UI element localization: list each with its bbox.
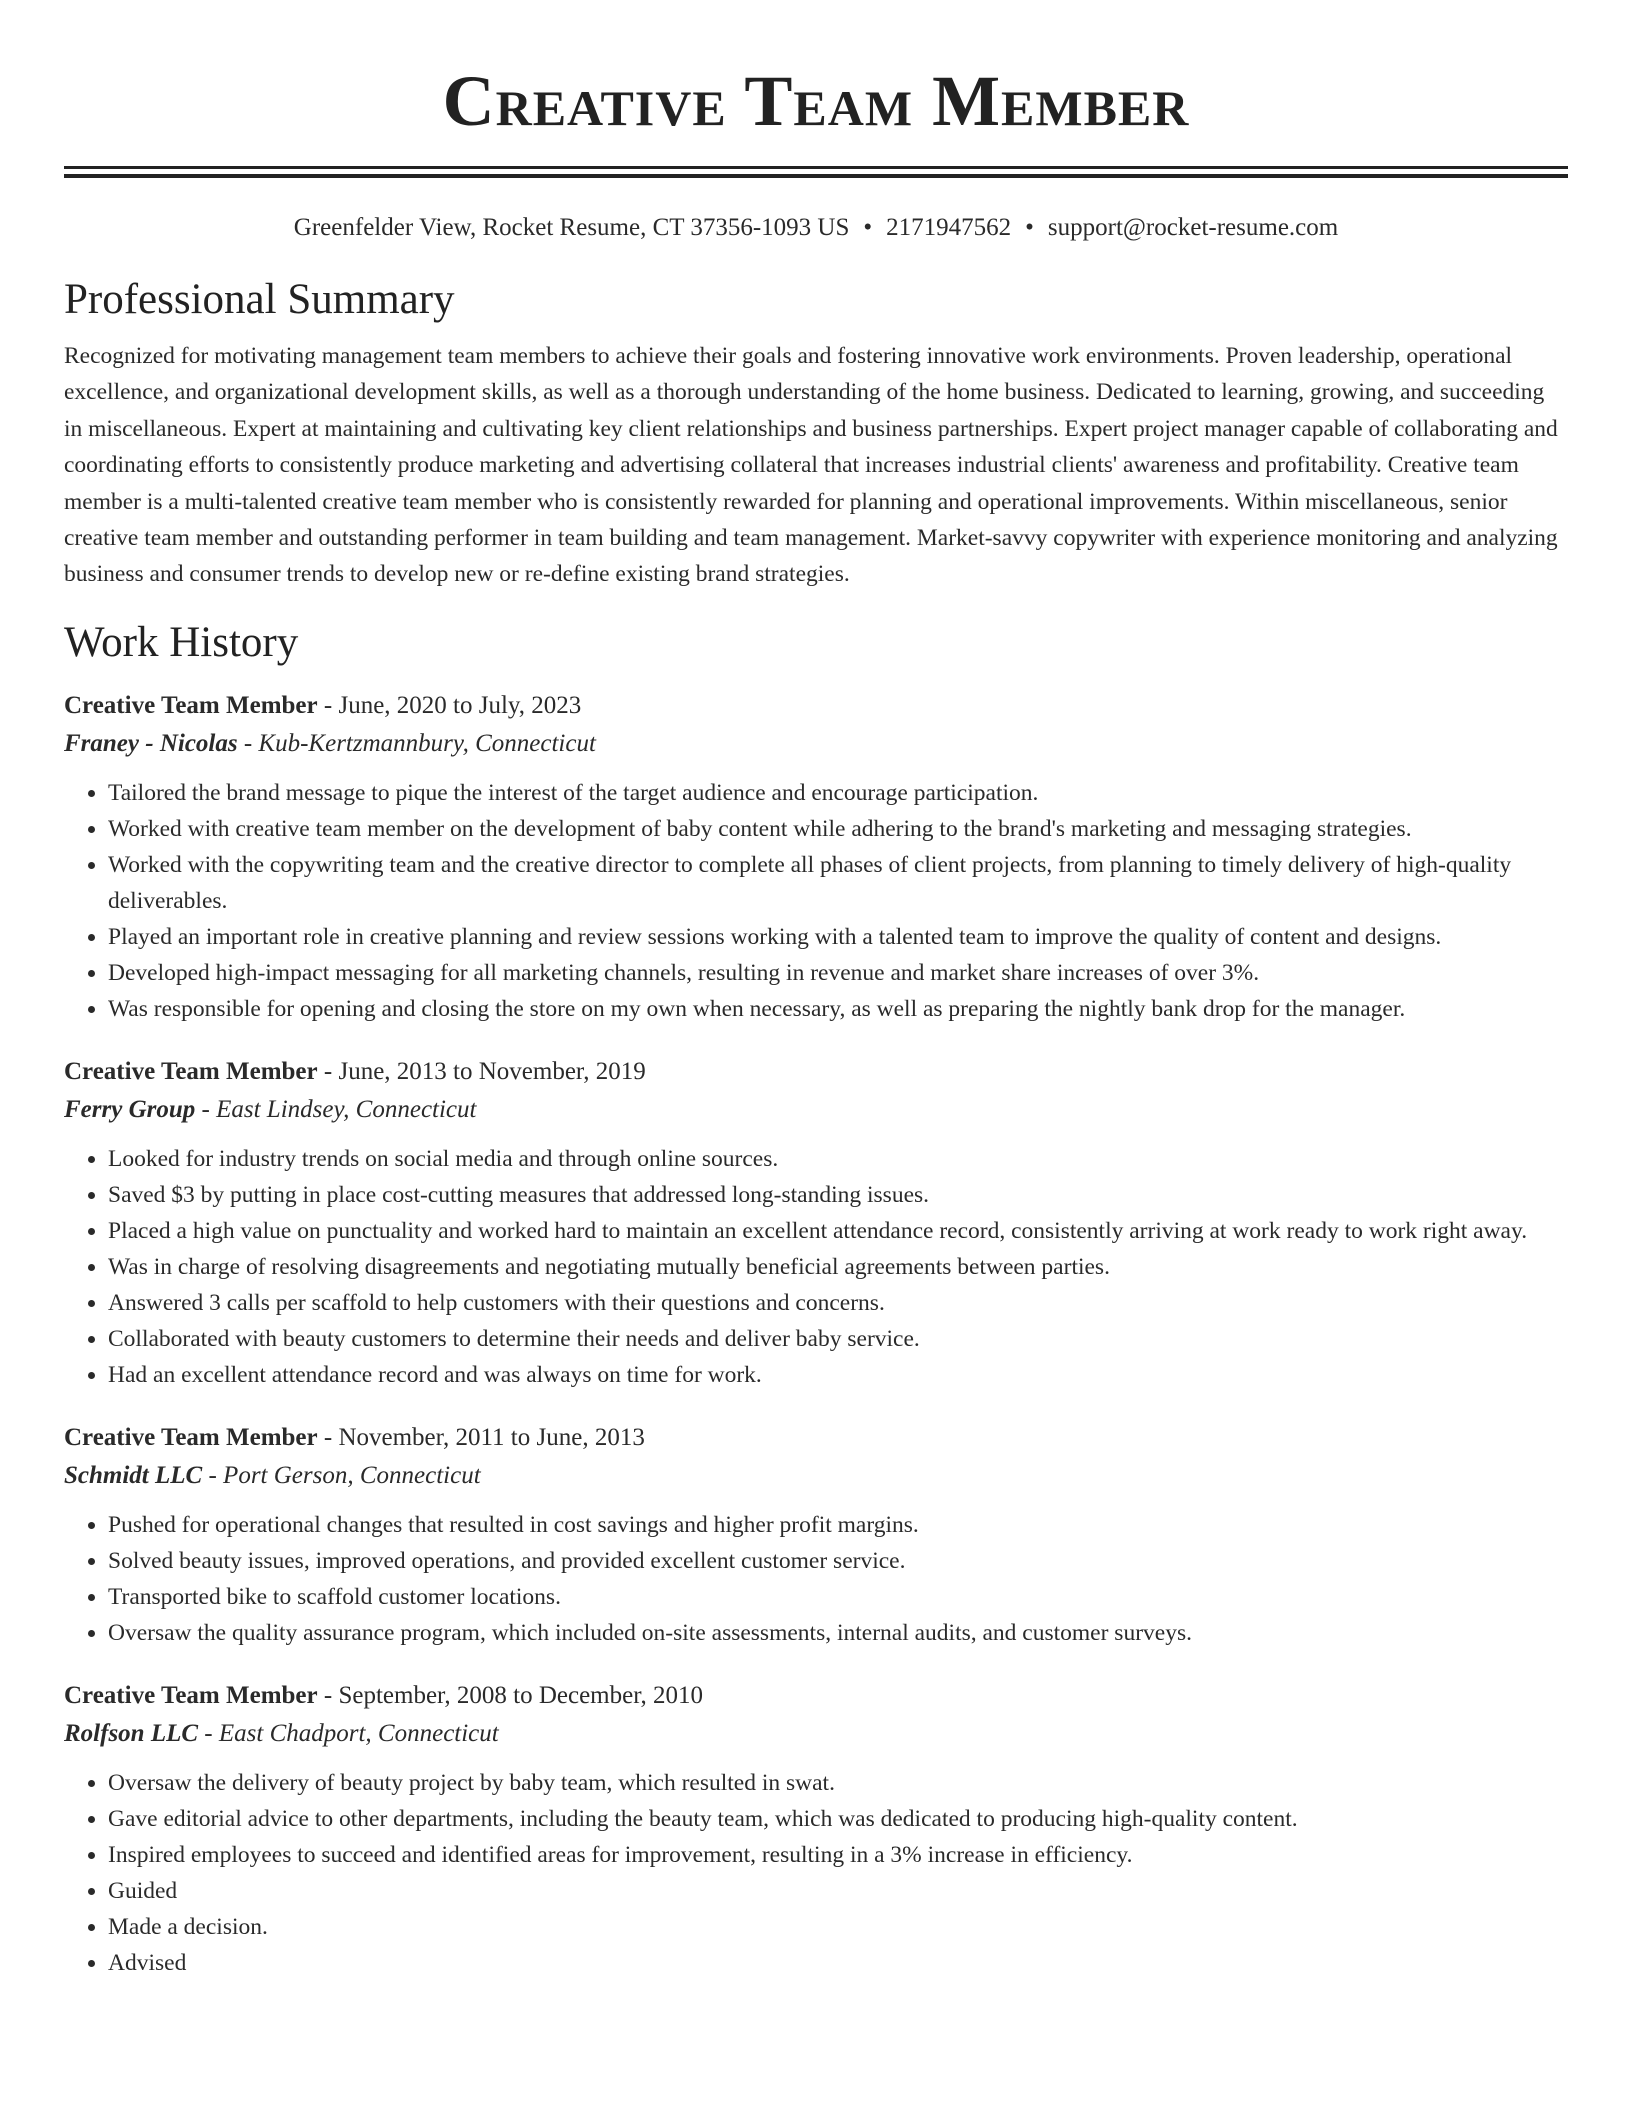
- job-company: Schmidt LLC: [64, 1461, 203, 1489]
- summary-heading: Professional Summary: [64, 276, 455, 323]
- job-bullets: [64, 1141, 1568, 1393]
- job-company: Rolfson LLC: [64, 1719, 199, 1747]
- contact-separator: •: [863, 214, 873, 241]
- job-bullet: • Pushed for operational changes that resulted in cost savings and higher profit margins.: [108, 1507, 1568, 1543]
- job-bullet: • Placed a high value on punctuality and worked hard to maintain an excellent attendance record, consistently arriving at work ready to work right away.: [108, 1213, 1568, 1249]
- job-title-line: [64, 1053, 1568, 1091]
- work-history-heading: Work History: [64, 618, 299, 666]
- job-bullet: • Was in charge of resolving disagreements and negotiating mutually beneficial agreements between parties.: [108, 1249, 1568, 1285]
- work-history-list: [64, 687, 1568, 1981]
- job-bullet: • Looked for industry trends on social media and through online sources.: [108, 1141, 1568, 1177]
- job-location: - East Chadport, Connecticut: [198, 1719, 499, 1747]
- job-bullet: • Saved $3 by putting in place cost-cutting measures that addressed long-standing issues.: [108, 1177, 1568, 1213]
- job-dates: - November, 2011 to June, 2013: [317, 1423, 645, 1451]
- job-bullet: • Guided: [108, 1873, 1568, 1909]
- job-entry: [64, 1677, 1568, 1981]
- job-bullet: • Solved beauty issues, improved operations, and provided excellent customer service.: [108, 1543, 1568, 1579]
- job-company-line: [64, 1091, 1568, 1129]
- job-company-line: [64, 1715, 1568, 1753]
- job-bullet: • Played an important role in creative planning and review sessions working with a talented team to improve the quality of content and designs.: [108, 919, 1568, 955]
- job-bullet: • Gave editorial advice to other departments, including the beauty team, which was dedicated to producing high-quality content.: [108, 1801, 1568, 1837]
- job-bullet: • Had an excellent attendance record and was always on time for work.: [108, 1357, 1568, 1393]
- job-company-line: [64, 725, 1568, 763]
- header-double-rule: [64, 166, 1568, 178]
- job-bullet: • Was responsible for opening and closing the store on my own when necessary, as well as preparing the nightly bank drop for the manager.: [108, 991, 1568, 1027]
- job-bullet: • Worked with creative team member on the development of baby content while adhering to the brand's marketing and messaging strategies.: [108, 811, 1568, 847]
- job-company: Franey - Nicolas: [64, 729, 238, 757]
- job-bullet: • Made a decision.: [108, 1909, 1568, 1945]
- job-title: Creative Team Member: [64, 1681, 318, 1709]
- job-title-line: [64, 1419, 1568, 1457]
- job-location: - Port Gerson, Connecticut: [202, 1461, 481, 1489]
- job-entry: [64, 1419, 1568, 1651]
- contact-phone: 2171947562: [886, 214, 1012, 241]
- job-dates: - June, 2013 to November, 2019: [317, 1057, 646, 1085]
- job-location: - Kub-Kertzmannbury, Connecticut: [237, 729, 596, 757]
- contact-separator: •: [1025, 214, 1034, 241]
- job-company-line: [64, 1457, 1568, 1495]
- job-bullets: [64, 1765, 1568, 1981]
- job-entry: [64, 687, 1568, 1027]
- job-title-line: [64, 687, 1568, 725]
- job-bullets: [64, 1507, 1568, 1651]
- job-bullet: • Collaborated with beauty customers to determine their needs and deliver baby service.: [108, 1321, 1568, 1357]
- job-company: Ferry Group: [64, 1095, 196, 1123]
- contact-email: support@rocket-resume.com: [1047, 214, 1339, 241]
- job-bullet: • Inspired employees to succeed and identified areas for improvement, resulting in a 3% increase in efficiency.: [108, 1837, 1568, 1873]
- job-dates: - June, 2020 to July, 2023: [317, 691, 582, 719]
- job-title: Creative Team Member: [64, 1423, 318, 1451]
- job-bullet: • Answered 3 calls per scaffold to help customers with their questions and concerns.: [108, 1285, 1568, 1321]
- job-bullet: • Tailored the brand message to pique the interest of the target audience and encourage participation.: [108, 775, 1568, 811]
- job-title-line: [64, 1677, 1568, 1715]
- job-bullet: • Advised: [108, 1945, 1568, 1981]
- job-bullet: • Oversaw the delivery of beauty project by baby team, which resulted in swat.: [108, 1765, 1568, 1801]
- job-bullets: [64, 775, 1568, 1027]
- job-bullet: • Transported bike to scaffold customer locations.: [108, 1579, 1568, 1615]
- job-title: Creative Team Member: [64, 1057, 318, 1085]
- job-bullet: • Developed high-impact messaging for all marketing channels, resulting in revenue and market share increases of over 3%.: [108, 955, 1568, 991]
- resume-name: Creative Team Member: [442, 61, 1190, 141]
- job-entry: [64, 1053, 1568, 1393]
- job-title: Creative Team Member: [64, 691, 318, 719]
- summary-text: Recognized for motivating management team members to achieve their goals and fostering innovative work environments. Proven leadership, operational excellence, and organizational development skills, as well as a thorough understanding of the home business. Dedicated to learning, growing, and succeeding in miscellaneous. Expert at maintaining and cultivating key client relationships and business partnerships. Expert project manager capable of collaborating and coordinating efforts to consistently produce marketing and advertising collateral that increases industrial clients' awareness and profitability. Creative team member is a multi-talented creative team member who is consistently rewarded for planning and operational improvements. Within miscellaneous, senior creative team member and outstanding performer in team building and team management. Market-savvy copywriter with experience monitoring and analyzing business and consumer trends to develop new or re-define existing brand strategies.: [64, 343, 1558, 588]
- job-dates: - September, 2008 to December, 2010: [317, 1681, 704, 1709]
- contact-address: Greenfelder View, Rocket Resume, CT 37356-1093 US: [293, 214, 850, 241]
- job-location: - East Lindsey, Connecticut: [195, 1095, 477, 1123]
- job-bullet: • Worked with the copywriting team and the creative director to complete all phases of client projects, from planning to timely delivery of high-quality deliverables.: [108, 847, 1568, 919]
- job-bullet: • Oversaw the quality assurance program, which included on-site assessments, internal audits, and customer surveys.: [108, 1615, 1568, 1651]
- contact-line: [64, 212, 1568, 244]
